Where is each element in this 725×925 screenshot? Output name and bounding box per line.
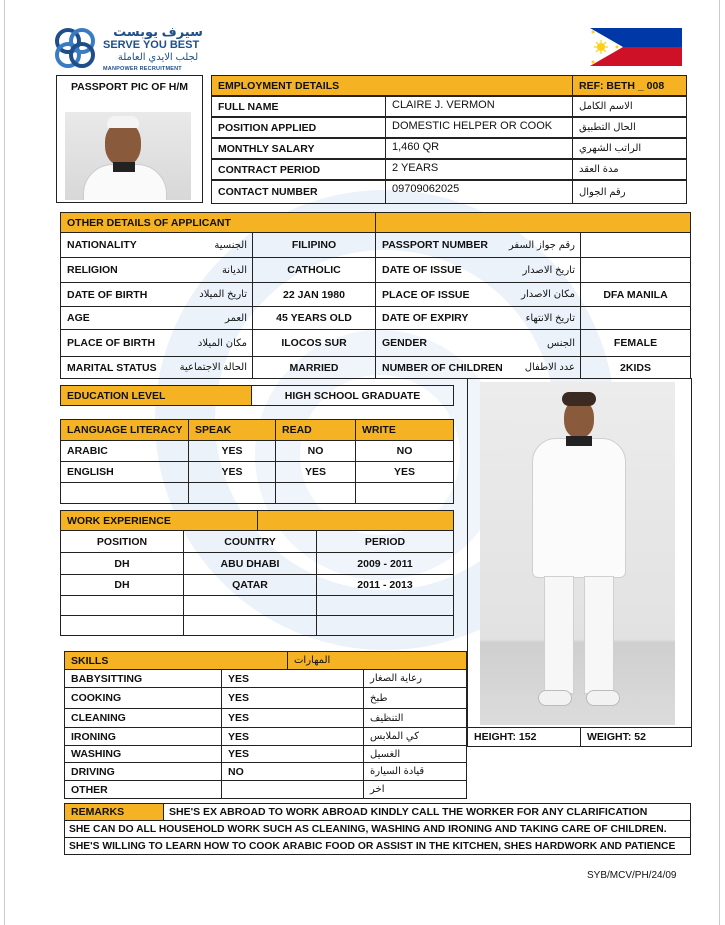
detail-label-arabic: الديانة <box>221 264 247 276</box>
remarks-line-1: SHE'S EX ABROAD TO WORK ABROAD KINDLY CALL THE WORKER FOR ANY CLARIFICATION <box>163 803 691 821</box>
skill-value: YES <box>221 745 364 763</box>
philippines-flag-icon <box>590 28 682 66</box>
logo-sub: MANPOWER RECRUITMENT <box>103 66 182 72</box>
company-logo <box>51 24 221 74</box>
detail-label <box>375 356 581 379</box>
detail-label <box>60 306 253 330</box>
detail-label-text: PASSPORT NUMBER <box>382 239 488 251</box>
detail-label-text: AGE <box>67 312 90 324</box>
employment-arabic: رقم الجوال <box>572 180 687 204</box>
work-cell <box>316 595 454 616</box>
skill-arabic: التنظيف <box>363 708 467 728</box>
work-cell: 2009 - 2011 <box>316 552 454 575</box>
employment-arabic: مدة العقد <box>572 159 687 180</box>
detail-label <box>60 257 253 283</box>
other-details-header: OTHER DETAILS OF APPLICANT <box>60 212 376 233</box>
detail-label-arabic: عدد الاطفال <box>524 362 575 373</box>
employment-label: FULL NAME <box>211 96 386 117</box>
language-level <box>355 482 454 504</box>
language-name: ENGLISH <box>60 461 189 483</box>
passport-photo-box <box>56 75 203 203</box>
employment-header: EMPLOYMENT DETAILS <box>211 75 573 96</box>
period-column-header: PERIOD <box>316 530 454 553</box>
education-value: HIGH SCHOOL GRADUATE <box>251 385 454 406</box>
language-level: YES <box>275 461 356 483</box>
skill-value <box>221 780 364 799</box>
employment-value: CLAIRE J. VERMON <box>385 96 573 117</box>
skill-arabic: رعاية الصغار <box>363 669 467 688</box>
full-body-photo <box>480 382 675 725</box>
skills-header: SKILLS <box>64 651 288 670</box>
work-cell <box>60 595 184 616</box>
language-level: NO <box>355 440 454 462</box>
work-cell: ABU DHABI <box>183 552 317 575</box>
skill-name: CLEANING <box>64 708 222 728</box>
detail-value: 45 YEARS OLD <box>252 306 376 330</box>
skills-header-arabic: المهارات <box>287 651 467 670</box>
detail-label-text: NUMBER OF CHILDREN <box>382 361 503 374</box>
country-column-header: COUNTRY <box>183 530 317 553</box>
detail-value <box>580 306 691 330</box>
detail-label-arabic: مكان الاصدار <box>521 289 575 300</box>
detail-value: 22 JAN 1980 <box>252 282 376 307</box>
skill-name: IRONING <box>64 727 222 746</box>
detail-label-text: DATE OF EXPIRY <box>382 312 469 324</box>
remarks-label: REMARKS <box>64 803 164 821</box>
detail-label <box>60 356 253 379</box>
skill-name: DRIVING <box>64 762 222 781</box>
detail-label <box>60 232 253 258</box>
remarks-line-3: SHE'S WILLING TO LEARN HOW TO COOK ARABIC FOOD OR ASSIST IN THE KITCHEN, SHES HARDWORK AND PATIENCE <box>64 837 691 855</box>
work-cell <box>183 615 317 636</box>
document-page <box>4 0 720 925</box>
skill-name: BABYSITTING <box>64 669 222 688</box>
detail-value: FEMALE <box>580 329 691 357</box>
detail-label-arabic: مكان الميلاد <box>197 337 247 349</box>
detail-label-text: RELIGION <box>67 264 118 276</box>
work-experience-header-right <box>257 510 454 531</box>
detail-label-arabic: الجنسية <box>214 239 247 251</box>
passport-photo-label: PASSPORT PIC OF H/M <box>70 81 189 93</box>
detail-label-text: DATE OF ISSUE <box>382 264 462 276</box>
skill-value: YES <box>221 708 364 728</box>
other-details-header-right <box>375 212 691 233</box>
detail-label <box>375 232 581 258</box>
detail-label <box>375 257 581 283</box>
work-cell <box>183 595 317 616</box>
detail-label-arabic: تاريخ الانتهاء <box>525 312 575 324</box>
skill-arabic: كي الملابس <box>363 727 467 746</box>
language-level <box>188 482 276 504</box>
read-header: READ <box>275 419 356 441</box>
skill-name: COOKING <box>64 687 222 709</box>
detail-label-text: PLACE OF ISSUE <box>382 288 470 301</box>
detail-value <box>580 257 691 283</box>
detail-value <box>580 232 691 258</box>
skill-arabic: طبخ <box>363 687 467 709</box>
employment-label: MONTHLY SALARY <box>211 138 386 159</box>
education-label: EDUCATION LEVEL <box>60 385 252 406</box>
detail-label-arabic: رقم جواز السفر <box>508 239 575 251</box>
language-level: NO <box>275 440 356 462</box>
detail-label <box>375 306 581 330</box>
detail-value: DFA MANILA <box>580 282 691 307</box>
weight-value: WEIGHT: 52 <box>580 727 692 747</box>
employment-value: DOMESTIC HELPER OR COOK <box>385 117 573 138</box>
language-level: YES <box>188 461 276 483</box>
detail-label-text: PLACE OF BIRTH <box>67 337 156 349</box>
footer-reference-code: SYB/MCV/PH/24/09 <box>587 870 677 881</box>
work-cell: QATAR <box>183 574 317 596</box>
detail-value: 2KIDS <box>580 356 691 379</box>
employment-label: CONTRACT PERIOD <box>211 159 386 180</box>
detail-label-arabic: العمر <box>225 312 247 324</box>
detail-label-arabic: الحالة الاجتماعية <box>179 362 247 373</box>
logo-name: SERVE YOU BEST <box>103 39 200 51</box>
employment-value: 09709062025 <box>385 180 573 204</box>
detail-value: ILOCOS SUR <box>252 329 376 357</box>
reference-number: REF: BETH _ 008 <box>572 75 687 96</box>
work-cell <box>316 615 454 636</box>
employment-value: 2 YEARS <box>385 159 573 180</box>
language-level: YES <box>188 440 276 462</box>
detail-label <box>60 282 253 307</box>
detail-label <box>375 329 581 357</box>
full-body-photo-frame <box>467 378 692 728</box>
detail-label-arabic: الجنس <box>546 337 575 349</box>
detail-value: CATHOLIC <box>252 257 376 283</box>
detail-label-text: GENDER <box>382 337 427 349</box>
position-column-header: POSITION <box>60 530 184 553</box>
employment-value: 1,460 QR <box>385 138 573 159</box>
detail-label <box>375 282 581 307</box>
passport-photo <box>65 112 191 200</box>
work-experience-header: WORK EXPERIENCE <box>60 510 258 531</box>
detail-label-text: MARITAL STATUS <box>67 361 157 374</box>
employment-arabic: الراتب الشهري <box>572 138 687 159</box>
skill-value: YES <box>221 727 364 746</box>
logo-arabic-sub: لجلب الايدي العاملة <box>117 52 199 63</box>
skill-arabic: قيادة السيارة <box>363 762 467 781</box>
write-header: WRITE <box>355 419 454 441</box>
detail-value: FILIPINO <box>252 232 376 258</box>
employment-arabic: الاسم الكامل <box>572 96 687 117</box>
detail-value: MARRIED <box>252 356 376 379</box>
employment-arabic: الحال التطبيق <box>572 117 687 138</box>
skill-arabic: الغسيل <box>363 745 467 763</box>
skill-value: NO <box>221 762 364 781</box>
logo-arabic: سيرف يوبست <box>113 24 203 39</box>
work-cell <box>60 615 184 636</box>
work-cell: DH <box>60 552 184 575</box>
detail-label-arabic: تاريخ الميلاد <box>199 289 247 300</box>
skill-value: YES <box>221 669 364 688</box>
skill-arabic: اخر <box>363 780 467 799</box>
language-header: LANGUAGE LITERACY <box>60 419 189 441</box>
language-name: ARABIC <box>60 440 189 462</box>
skill-name: WASHING <box>64 745 222 763</box>
detail-label <box>60 329 253 357</box>
language-name <box>60 482 189 504</box>
skill-value: YES <box>221 687 364 709</box>
language-level <box>275 482 356 504</box>
remarks-line-2: SHE CAN DO ALL HOUSEHOLD WORK SUCH AS CLEANING, WASHING AND IRONING AND TAKING CARE OF CHILDREN. <box>64 820 691 838</box>
skill-name: OTHER <box>64 780 222 799</box>
detail-label-text: DATE OF BIRTH <box>67 288 148 301</box>
work-cell: 2011 - 2013 <box>316 574 454 596</box>
employment-label: CONTACT NUMBER <box>211 180 386 204</box>
speak-header: SPEAK <box>188 419 276 441</box>
language-level: YES <box>355 461 454 483</box>
work-cell: DH <box>60 574 184 596</box>
height-value: HEIGHT: 152 <box>467 727 581 747</box>
detail-label-arabic: تاريخ الاصدار <box>522 264 575 276</box>
employment-label: POSITION APPLIED <box>211 117 386 138</box>
logo-emblem-icon <box>51 24 99 72</box>
detail-label-text: NATIONALITY <box>67 239 137 251</box>
